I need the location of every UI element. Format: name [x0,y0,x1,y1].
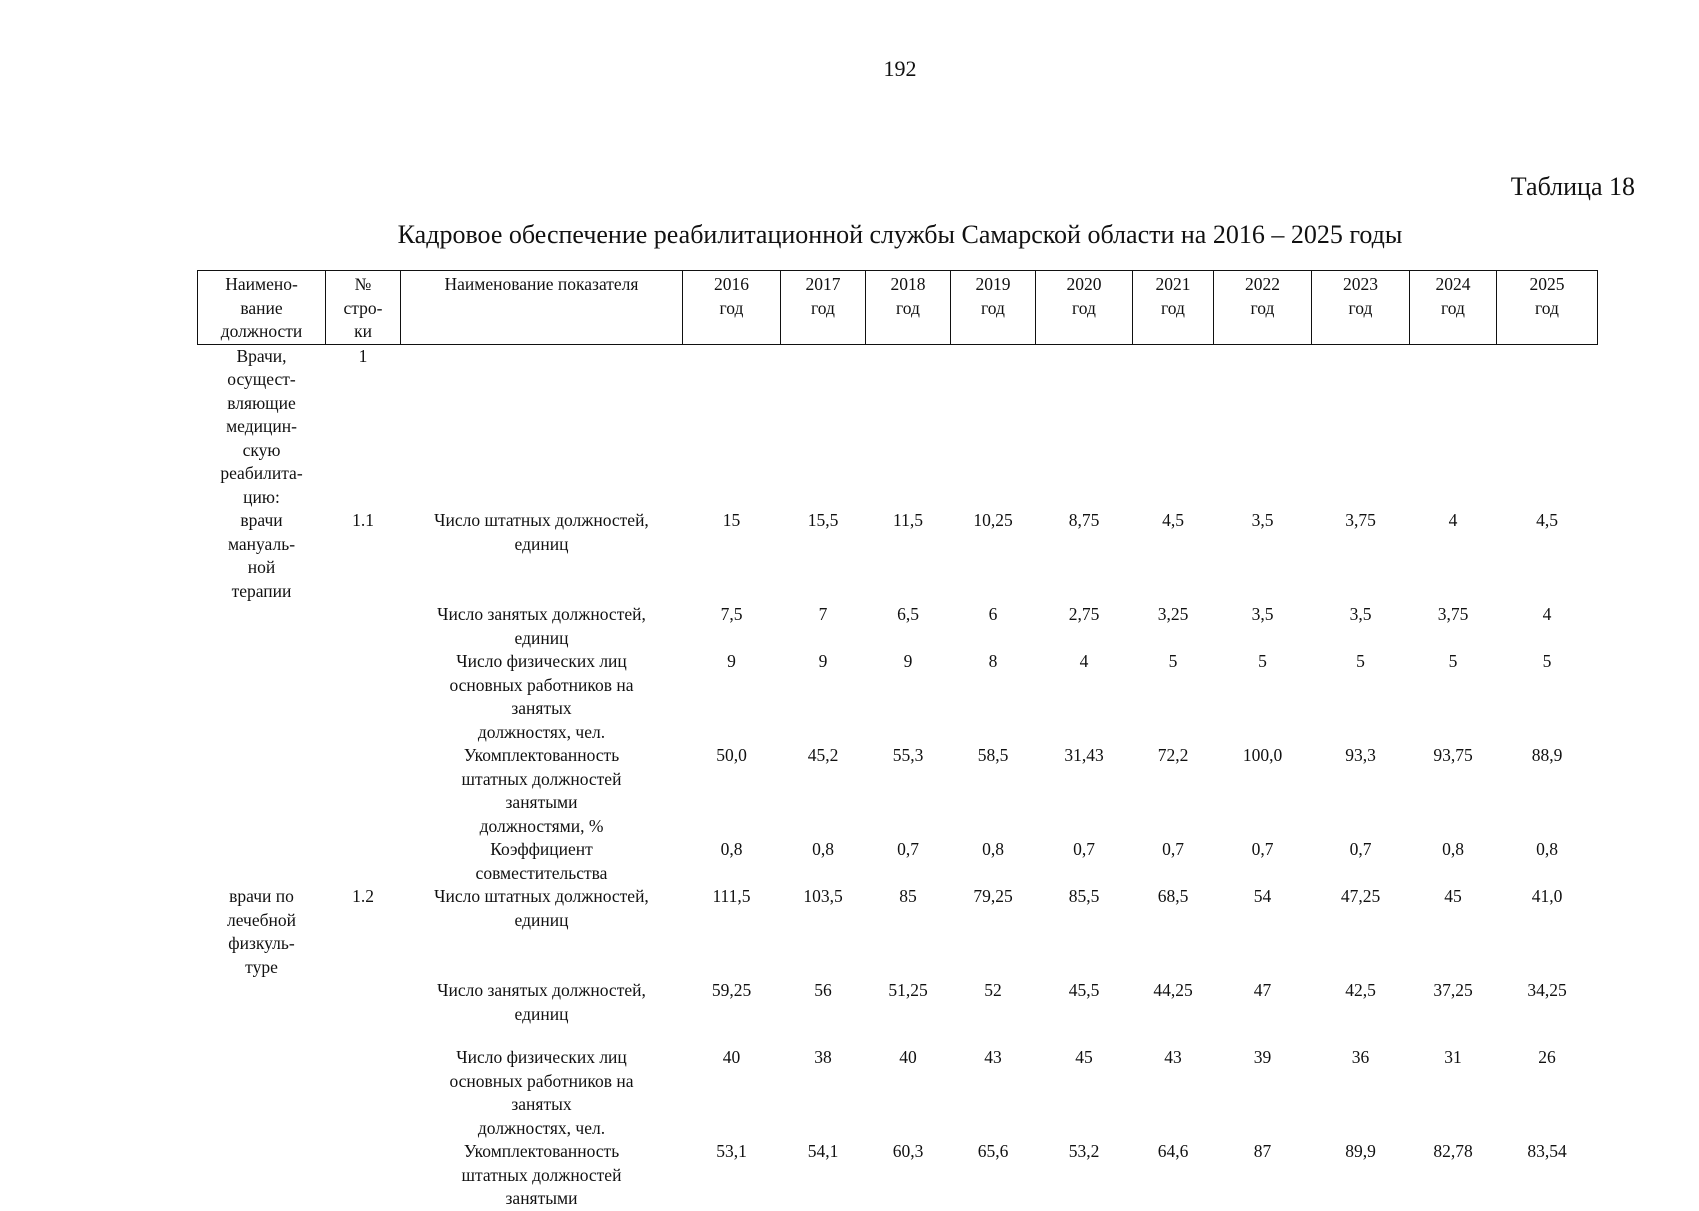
value-cell: 0,7 [1349,839,1372,859]
value-cell: 8 [988,651,998,671]
value-cell: 3,75 [1437,604,1469,624]
value-cell: 4 [1448,510,1458,530]
post-cell: врачи по лечебной физкуль- туре [226,886,297,977]
row-number-cell: 1.1 [352,510,374,530]
value-cell: 44,25 [1153,980,1193,1000]
value-cell [1497,344,1598,509]
value-cell: 40 [899,1047,917,1067]
value-cell: 83,54 [1527,1141,1567,1161]
value-cell: 45,5 [1068,980,1100,1000]
value-cell: 2,75 [1068,604,1100,624]
indicator-cell: Коэффициент совместительства [475,839,608,883]
value-cell: 0,8 [1442,839,1464,859]
value-cell: 85,5 [1068,886,1100,906]
value-cell [1036,344,1133,509]
value-cell: 0,8 [720,839,743,859]
value-cell: 9 [727,651,736,671]
value-cell: 45 [1075,1047,1093,1067]
value-cell: 50,0 [716,745,747,765]
value-cell: 15,5 [807,510,839,530]
value-cell: 0,8 [982,839,1004,859]
header-indicator: Наименование показателя [401,271,683,345]
value-cell: 8,75 [1068,510,1100,530]
row-number-cell [326,1026,401,1140]
row-number-cell [326,603,401,650]
value-cell: 6 [988,604,998,624]
value-cell: 0,7 [1073,839,1095,859]
value-cell: 58,5 [977,745,1009,765]
value-cell: 39 [1253,1047,1272,1067]
value-cell: 0,7 [1251,839,1274,859]
header-year: 2017 год [781,271,866,345]
table-row [198,979,1598,1026]
value-cell: 5 [1168,651,1178,671]
value-cell: 31 [1444,1047,1462,1067]
staffing-table [197,270,1598,1211]
value-cell: 41,0 [1531,886,1563,906]
value-cell [1312,344,1410,509]
post-cell [198,838,326,885]
value-cell: 89,9 [1345,1141,1376,1161]
row-number-cell [326,979,401,1026]
table-row [198,838,1598,885]
header-year: 2016 год [683,271,781,345]
value-cell: 68,5 [1157,886,1189,906]
value-cell: 0,7 [897,839,919,859]
document-title: Кадровое обеспечение реабилитационной службы Самарской области на 2016 – 2025 годы [397,220,1403,249]
value-cell: 54 [1253,886,1272,906]
value-cell [1214,344,1312,509]
table-row [198,650,1598,744]
value-cell: 55,3 [892,745,924,765]
value-cell [866,344,951,509]
value-cell: 4,5 [1162,510,1184,530]
value-cell: 9 [903,651,913,671]
value-cell: 4 [1542,604,1552,624]
indicator-cell: Число занятых должностей, единиц [437,604,646,648]
value-cell: 3,5 [1251,510,1274,530]
value-cell: 11,5 [893,510,923,530]
value-cell: 5 [1542,651,1552,671]
value-cell: 38 [814,1047,832,1067]
post-cell: врачи мануаль- ной терапии [227,510,296,601]
indicator-cell: Укомплектованность штатных должностей занятыми должностями, % [461,745,622,836]
table-row [198,744,1598,838]
value-cell [781,344,866,509]
value-cell: 52 [984,980,1002,1000]
value-cell: 7,5 [720,604,743,624]
value-cell: 65,6 [977,1141,1009,1161]
value-cell: 31,43 [1064,745,1104,765]
value-cell: 15 [722,510,741,530]
row-number-cell: 1 [358,345,368,366]
value-cell: 64,6 [1157,1141,1189,1161]
value-cell: 0,8 [812,839,834,859]
value-cell: 100,0 [1242,745,1283,765]
value-cell: 82,78 [1433,1141,1473,1161]
value-cell: 79,25 [973,886,1013,906]
value-cell: 103,5 [803,886,843,906]
value-cell: 51,25 [888,980,928,1000]
value-cell: 5 [1448,651,1458,671]
value-cell: 93,75 [1433,745,1473,765]
row-number-cell: 1.2 [352,886,374,906]
value-cell: 53,1 [716,1141,747,1161]
table-row [198,344,1598,509]
table-row [198,1026,1598,1140]
value-cell: 45 [1444,886,1462,906]
table-body [198,344,1598,1211]
value-cell: 53,2 [1068,1141,1100,1161]
value-cell: 3,25 [1157,604,1189,624]
value-cell [683,344,781,509]
header-year: 2020 год [1036,271,1133,345]
value-cell: 40 [722,1047,741,1067]
value-cell: 7 [818,604,828,624]
value-cell: 43 [1164,1047,1182,1067]
value-cell: 54,1 [807,1141,839,1161]
value-cell: 47,25 [1340,886,1381,906]
post-cell [198,979,326,1026]
page-number: 192 [883,56,917,81]
value-cell: 93,3 [1345,745,1376,765]
value-cell: 36 [1351,1047,1370,1067]
value-cell: 111,5 [712,886,751,906]
indicator-cell [401,344,683,509]
table-row [198,603,1598,650]
value-cell: 45,2 [807,745,839,765]
row-number-cell [326,744,401,838]
value-cell [951,344,1036,509]
header-year: 2025 год [1497,271,1598,345]
value-cell: 26 [1538,1047,1556,1067]
header-row-number: № стро- ки [326,271,401,345]
row-number-cell [326,650,401,744]
table-label: Таблица 18 [1510,172,1635,201]
indicator-cell: Число физических лиц основных работников на занятых должностях, чел. [449,651,634,742]
row-number-cell [326,838,401,885]
value-cell: 37,25 [1433,980,1473,1000]
header-year: 2019 год [951,271,1036,345]
value-cell: 47 [1253,980,1272,1000]
value-cell: 72,2 [1157,745,1189,765]
value-cell: 6,5 [897,604,919,624]
post-cell: Врачи, осущест- вляющие медицин- скую реабилита- цию: [220,345,303,507]
value-cell: 3,5 [1251,604,1274,624]
value-cell: 43 [984,1047,1002,1067]
value-cell: 0,7 [1162,839,1184,859]
indicator-cell: Число штатных должностей, единиц [434,510,649,554]
value-cell: 4 [1079,651,1089,671]
value-cell: 3,5 [1349,604,1372,624]
post-cell [198,650,326,744]
value-cell: 42,5 [1345,980,1376,1000]
value-cell: 9 [818,651,828,671]
value-cell: 59,25 [711,980,752,1000]
header-year: 2018 год [866,271,951,345]
value-cell: 0,8 [1536,839,1558,859]
indicator-cell: Число занятых должностей, единиц [437,980,646,1024]
table-row [198,885,1598,979]
header-year: 2024 год [1410,271,1497,345]
value-cell [1410,344,1497,509]
value-cell: 60,3 [892,1141,924,1161]
value-cell: 5 [1356,651,1365,671]
table-row [198,509,1598,603]
post-cell [198,603,326,650]
value-cell: 88,9 [1531,745,1563,765]
header-year: 2022 год [1214,271,1312,345]
value-cell: 4,5 [1536,510,1558,530]
value-cell: 5 [1258,651,1267,671]
value-cell: 10,25 [973,510,1013,530]
value-cell [1133,344,1214,509]
header-year: 2021 год [1133,271,1214,345]
header-post: Наимено- вание должности [198,271,326,345]
table-header-row [198,271,1598,345]
value-cell: 85 [899,886,917,906]
header-year: 2023 год [1312,271,1410,345]
indicator-cell: Число штатных должностей, единиц [434,886,649,930]
indicator-cell: Число физических лиц основных работников на занятых должностях, чел. [449,1047,634,1138]
value-cell: 3,75 [1345,510,1376,530]
value-cell: 87 [1253,1141,1272,1161]
value-cell: 56 [814,980,832,1000]
indicator-cell: Укомплектованность штатных должностей занятыми [461,1141,622,1208]
post-cell [198,744,326,838]
post-cell [198,1026,326,1140]
value-cell: 34,25 [1527,980,1567,1000]
